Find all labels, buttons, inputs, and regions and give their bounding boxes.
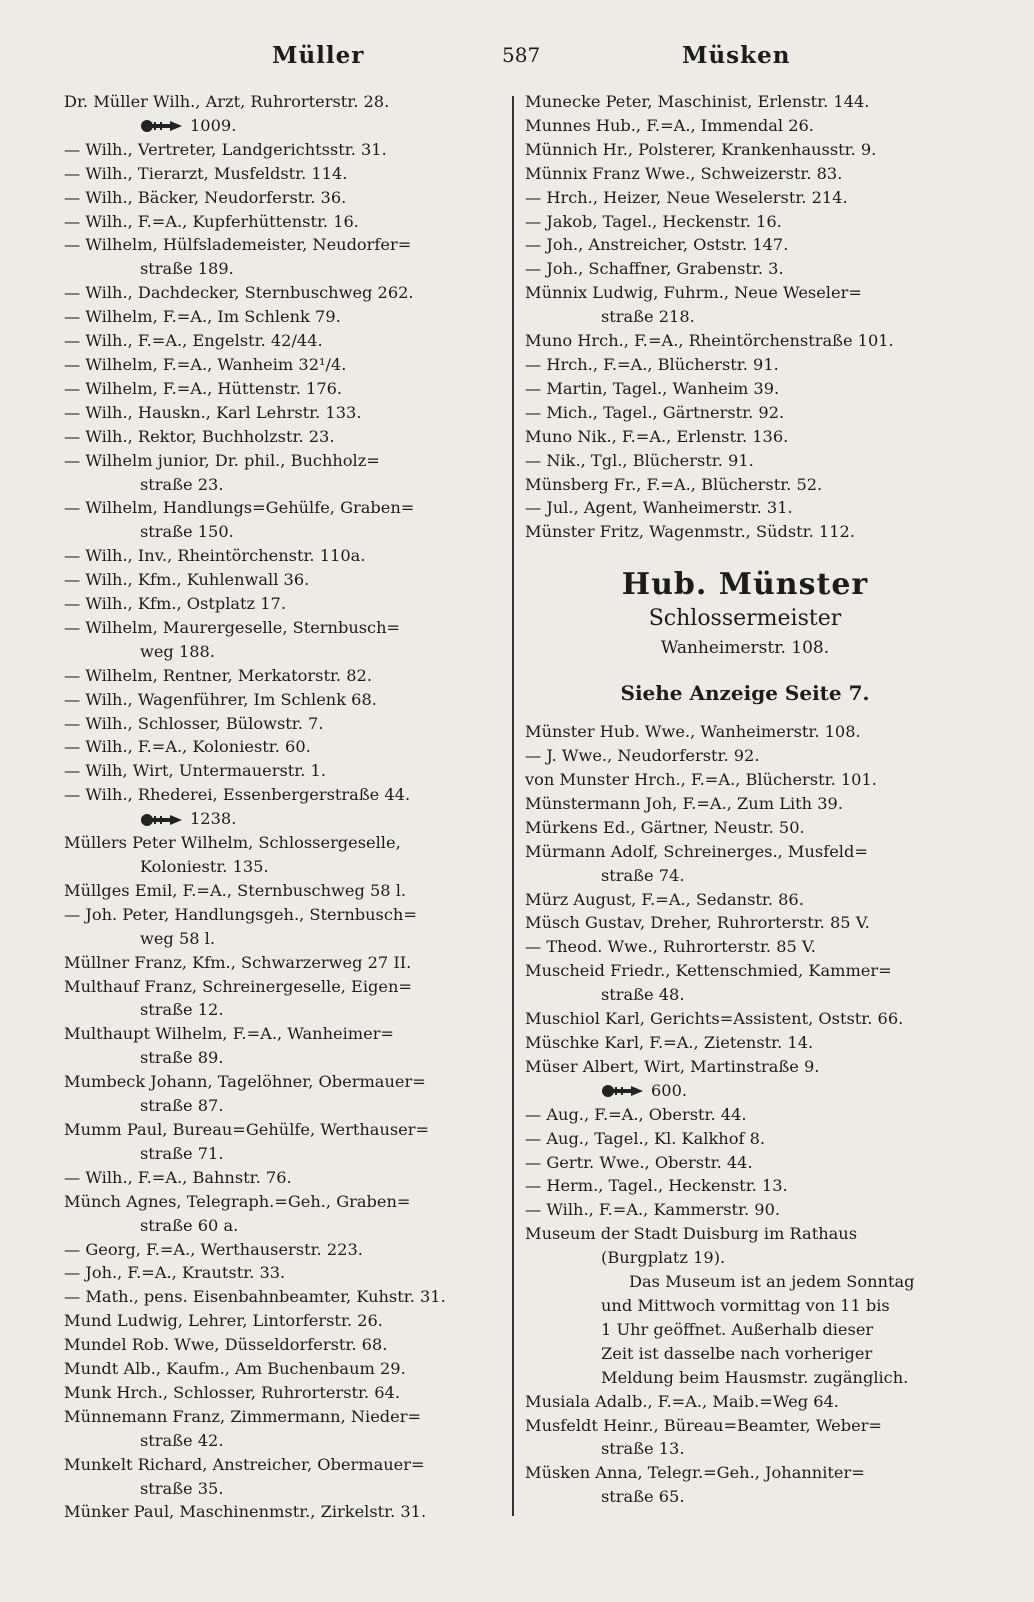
directory-entry: Münstermann Joh, F.=A., Zum Lith 39. bbox=[525, 793, 843, 813]
directory-entry: Mürkens Ed., Gärtner, Neustr. 50. bbox=[525, 817, 805, 837]
entry-continuation: Koloniestr. 135. bbox=[140, 857, 269, 876]
phone-number-text: 1009. bbox=[190, 115, 237, 135]
directory-entry: Müllges Emil, F.=A., Sternbuschweg 58 l. bbox=[64, 880, 407, 900]
directory-entry: Münster Hub. Wwe., Wanheimerstr. 108. bbox=[525, 722, 861, 742]
directory-entry: — Wilhelm, F.=A., Im Schlenk 79. bbox=[64, 307, 341, 327]
directory-entry: Muno Nik., F.=A., Erlenstr. 136. bbox=[525, 426, 789, 446]
directory-entry: — Herm., Tagel., Heckenstr. 13. bbox=[525, 1176, 788, 1196]
directory-entry: — Wilh., Kfm., Ostplatz 17. bbox=[64, 594, 286, 614]
directory-entry: Muschiol Karl, Gerichts=Assistent, Oststr. 66. bbox=[525, 1009, 904, 1029]
directory-entry: Mürz August, F.=A., Sedanstr. 86. bbox=[525, 889, 804, 909]
directory-entry: — Wilhelm, Rentner, Merkatorstr. 82. bbox=[64, 665, 372, 685]
museum-note-line: Zeit ist dasselbe nach vorheriger bbox=[601, 1343, 873, 1363]
directory-entry: Munkelt Richard, Anstreicher, Obermauer= bbox=[64, 1454, 425, 1474]
directory-entry: — Gertr. Wwe., Oberstr. 44. bbox=[525, 1152, 753, 1172]
phone-number bbox=[64, 114, 500, 138]
phone-number bbox=[525, 1079, 965, 1103]
directory-entry: — Jul., Agent, Wanheimerstr. 31. bbox=[525, 498, 793, 518]
directory-entry: — Joh., Schaffner, Grabenstr. 3. bbox=[525, 259, 784, 279]
directory-entry: — Wilhelm, Maurergeselle, Sternbusch= bbox=[64, 617, 401, 637]
directory-entry: — Wilh., Rhederei, Essenbergerstraße 44. bbox=[64, 785, 411, 805]
directory-entry: — Aug., F.=A., Oberstr. 44. bbox=[525, 1104, 747, 1124]
directory-entry: — Theod. Wwe., Ruhrorterstr. 85 V. bbox=[525, 937, 816, 957]
entry-continuation: (Burgplatz 19). bbox=[601, 1248, 726, 1268]
header-right-keyword: Müsken bbox=[682, 42, 791, 69]
directory-entry: — Wilh., F.=A., Koloniestr. 60. bbox=[64, 737, 311, 757]
right-column-top-entries bbox=[525, 90, 965, 544]
phone-number-text: 600. bbox=[651, 1080, 688, 1100]
directory-entry: — Wilhelm, F.=A., Wanheim 32¹/4. bbox=[64, 354, 347, 374]
directory-entry: Multhauf Franz, Schreinergeselle, Eigen= bbox=[64, 976, 412, 996]
page-number: 587 bbox=[502, 43, 541, 67]
right-column-bottom-entries bbox=[525, 720, 965, 1270]
directory-entry: Münsberg Fr., F.=A., Blücherstr. 52. bbox=[525, 474, 823, 494]
ad-address: Wanheimerstr. 108. bbox=[660, 638, 830, 659]
directory-entry: — Jakob, Tagel., Heckenstr. 16. bbox=[525, 211, 782, 231]
ad-trade: Schlossermeister bbox=[648, 606, 842, 632]
directory-entry: — Wilh., F.=A., Bahnstr. 76. bbox=[64, 1167, 292, 1187]
header-left-keyword: Müller bbox=[272, 42, 365, 69]
directory-entry: — Wilh., Dachdecker, Sternbuschweg 262. bbox=[64, 283, 414, 303]
directory-entry: — Wilhelm, Hülfslademeister, Neudorfer= bbox=[64, 235, 412, 255]
directory-entry: — Joh., F.=A., Krautstr. 33. bbox=[64, 1263, 286, 1283]
left-column bbox=[64, 90, 500, 1524]
directory-entry: Münster Fritz, Wagenmstr., Südstr. 112. bbox=[525, 522, 855, 542]
entry-continuation: straße 35. bbox=[140, 1478, 224, 1498]
entry-continuation: straße 13. bbox=[601, 1439, 685, 1459]
entry-continuation: straße 74. bbox=[601, 865, 685, 885]
directory-entry: Mundt Alb., Kaufm., Am Buchenbaum 29. bbox=[64, 1359, 406, 1379]
directory-entry: — Wilhelm junior, Dr. phil., Buchholz= bbox=[64, 450, 380, 470]
directory-entry: Musiala Adalb., F.=A., Maib.=Weg 64. bbox=[525, 1391, 839, 1411]
entry-continuation: straße 89. bbox=[140, 1048, 224, 1068]
museum-note-line: Das Museum ist an jedem Sonntag bbox=[629, 1272, 915, 1292]
directory-entry: von Munster Hrch., F.=A., Blücherstr. 101. bbox=[525, 770, 877, 790]
directory-entry: Münnich Hr., Polsterer, Krankenhausstr. 9. bbox=[525, 139, 877, 159]
directory-entry: Museum der Stadt Duisburg im Rathaus bbox=[525, 1224, 858, 1244]
right-column bbox=[525, 90, 965, 1509]
directory-entry: Münker Paul, Maschinenmstr., Zirkelstr. 31. bbox=[64, 1502, 427, 1522]
page-header bbox=[0, 42, 1034, 76]
directory-entry: — Wilh., F.=A., Engelstr. 42/44. bbox=[64, 331, 323, 351]
directory-entry: Munnes Hub., F.=A., Immendal 26. bbox=[525, 115, 814, 135]
directory-entry: — Wilh., Wagenführer, Im Schlenk 68. bbox=[64, 689, 377, 709]
directory-entry: — Hrch., F.=A., Blücherstr. 91. bbox=[525, 354, 779, 374]
directory-entry: — Nik., Tgl., Blücherstr. 91. bbox=[525, 450, 754, 470]
directory-entry: — Wilh., Schlosser, Bülowstr. 7. bbox=[64, 713, 324, 733]
phone-number bbox=[64, 807, 500, 831]
museum-note-line: und Mittwoch vormittag von 11 bis bbox=[601, 1295, 890, 1315]
museum-note-line: 1 Uhr geöffnet. Außerhalb dieser bbox=[601, 1319, 874, 1339]
directory-entry: — Joh. Peter, Handlungsgeh., Sternbusch= bbox=[64, 904, 417, 924]
directory-entry: — Mich., Tagel., Gärtnerstr. 92. bbox=[525, 402, 785, 422]
phone-number-text: 1238. bbox=[190, 809, 237, 829]
directory-entry: Müsken Anna, Telegr.=Geh., Johanniter= bbox=[525, 1463, 865, 1483]
directory-entry: — Math., pens. Eisenbahnbeamter, Kuhstr. 31. bbox=[64, 1287, 446, 1307]
directory-entry: Müllner Franz, Kfm., Schwarzerweg 27 II. bbox=[64, 952, 412, 972]
entry-continuation: straße 150. bbox=[140, 522, 234, 542]
directory-entry: Mürmann Adolf, Schreinerges., Musfeld= bbox=[525, 841, 868, 861]
museum-note-line: Meldung beim Hausmstr. zugänglich. bbox=[601, 1367, 909, 1387]
telephone-icon bbox=[140, 813, 184, 827]
entry-continuation: straße 71. bbox=[140, 1143, 224, 1163]
directory-entry: Muscheid Friedr., Kettenschmied, Kammer= bbox=[525, 961, 892, 981]
directory-entry: — Wilh., Inv., Rheintörchenstr. 110a. bbox=[64, 546, 366, 566]
directory-entry: Müser Albert, Wirt, Martinstraße 9. bbox=[525, 1056, 820, 1076]
telephone-icon bbox=[140, 119, 184, 133]
directory-entry: — Wilh., Hauskn., Karl Lehrstr. 133. bbox=[64, 402, 362, 422]
directory-entry: Musfeldt Heinr., Büreau=Beamter, Weber= bbox=[525, 1415, 882, 1435]
entry-continuation: straße 42. bbox=[140, 1430, 224, 1450]
directory-entry: — Aug., Tagel., Kl. Kalkhof 8. bbox=[525, 1128, 766, 1148]
museum-note bbox=[525, 1270, 965, 1390]
directory-entry: Multhaupt Wilhelm, F.=A., Wanheimer= bbox=[64, 1024, 394, 1044]
right-column-end-entries bbox=[525, 1390, 965, 1510]
directory-entry: — Wilhelm, Handlungs=Gehülfe, Graben= bbox=[64, 498, 415, 518]
directory-entry: — Wilh, Wirt, Untermauerstr. 1. bbox=[64, 761, 326, 781]
directory-entry: Münnemann Franz, Zimmermann, Nieder= bbox=[64, 1406, 422, 1426]
directory-entry: — Wilhelm, F.=A., Hüttenstr. 176. bbox=[64, 378, 343, 398]
ad-name: Hub. Münster bbox=[621, 567, 869, 603]
directory-entry: — Georg, F.=A., Werthauserstr. 223. bbox=[64, 1239, 363, 1259]
directory-entry: — Wilh., Kfm., Kuhlenwall 36. bbox=[64, 570, 310, 590]
directory-entry: Müschke Karl, F.=A., Zietenstr. 14. bbox=[525, 1033, 814, 1052]
directory-entry: Mumm Paul, Bureau=Gehülfe, Werthauser= bbox=[64, 1119, 430, 1139]
directory-entry: Münnix Franz Wwe., Schweizerstr. 83. bbox=[525, 163, 843, 183]
entry-continuation: straße 23. bbox=[140, 474, 224, 494]
directory-entry: Mumbeck Johann, Tagelöhner, Obermauer= bbox=[64, 1072, 426, 1092]
directory-entry: — Wilh., Rektor, Buchholzstr. 23. bbox=[64, 426, 335, 446]
entry-continuation: straße 12. bbox=[140, 1000, 224, 1020]
entry-continuation: straße 189. bbox=[140, 259, 234, 279]
directory-entry: — J. Wwe., Neudorferstr. 92. bbox=[525, 746, 760, 766]
directory-entry: — Wilh., Tierarzt, Musfeldstr. 114. bbox=[64, 163, 348, 183]
directory-entry: Müsch Gustav, Dreher, Ruhrorterstr. 85 V. bbox=[525, 913, 870, 933]
directory-entry: Münch Agnes, Telegraph.=Geh., Graben= bbox=[64, 1191, 411, 1211]
directory-entry: — Wilh., Bäcker, Neudorferstr. 36. bbox=[64, 187, 347, 207]
entry-continuation: straße 218. bbox=[601, 307, 695, 327]
ad-reference: Siehe Anzeige Seite 7. bbox=[620, 681, 870, 706]
entry-continuation: straße 65. bbox=[601, 1487, 685, 1507]
entry-continuation: straße 60 a. bbox=[140, 1215, 239, 1235]
entry-continuation: straße 48. bbox=[601, 985, 685, 1005]
directory-entry: — Wilh., F.=A., Kupferhüttenstr. 16. bbox=[64, 211, 359, 231]
directory-entry: — Martin, Tagel., Wanheim 39. bbox=[525, 378, 780, 398]
entry-continuation: weg 58 l. bbox=[140, 928, 216, 948]
directory-entry: Müllers Peter Wilhelm, Schlossergeselle, bbox=[64, 833, 401, 853]
entry-continuation: straße 87. bbox=[140, 1096, 224, 1116]
directory-entry: Münnix Ludwig, Fuhrm., Neue Weseler= bbox=[525, 283, 862, 303]
telephone-icon bbox=[601, 1084, 645, 1098]
directory-entry: — Wilh., Vertreter, Landgerichtsstr. 31. bbox=[64, 139, 387, 159]
directory-entry: — Wilh., F.=A., Kammerstr. 90. bbox=[525, 1200, 781, 1220]
directory-entry: — Hrch., Heizer, Neue Weselerstr. 214. bbox=[525, 187, 848, 207]
directory-entry: Mund Ludwig, Lehrer, Lintorferstr. 26. bbox=[64, 1311, 383, 1331]
entry-continuation: weg 188. bbox=[140, 641, 215, 661]
directory-entry: Dr. Müller Wilh., Arzt, Ruhrorterstr. 28. bbox=[64, 92, 390, 111]
directory-entry: Munk Hrch., Schlosser, Ruhrorterstr. 64. bbox=[64, 1382, 400, 1402]
advertisement-box bbox=[525, 566, 965, 710]
directory-entry: Muno Hrch., F.=A., Rheintörchenstraße 101. bbox=[525, 331, 894, 351]
directory-entry: — Joh., Anstreicher, Oststr. 147. bbox=[525, 235, 789, 255]
directory-entry: Munecke Peter, Maschinist, Erlenstr. 144. bbox=[525, 92, 870, 111]
column-divider bbox=[512, 96, 514, 1516]
directory-entry: Mundel Rob. Wwe, Düsseldorferstr. 68. bbox=[64, 1335, 388, 1355]
